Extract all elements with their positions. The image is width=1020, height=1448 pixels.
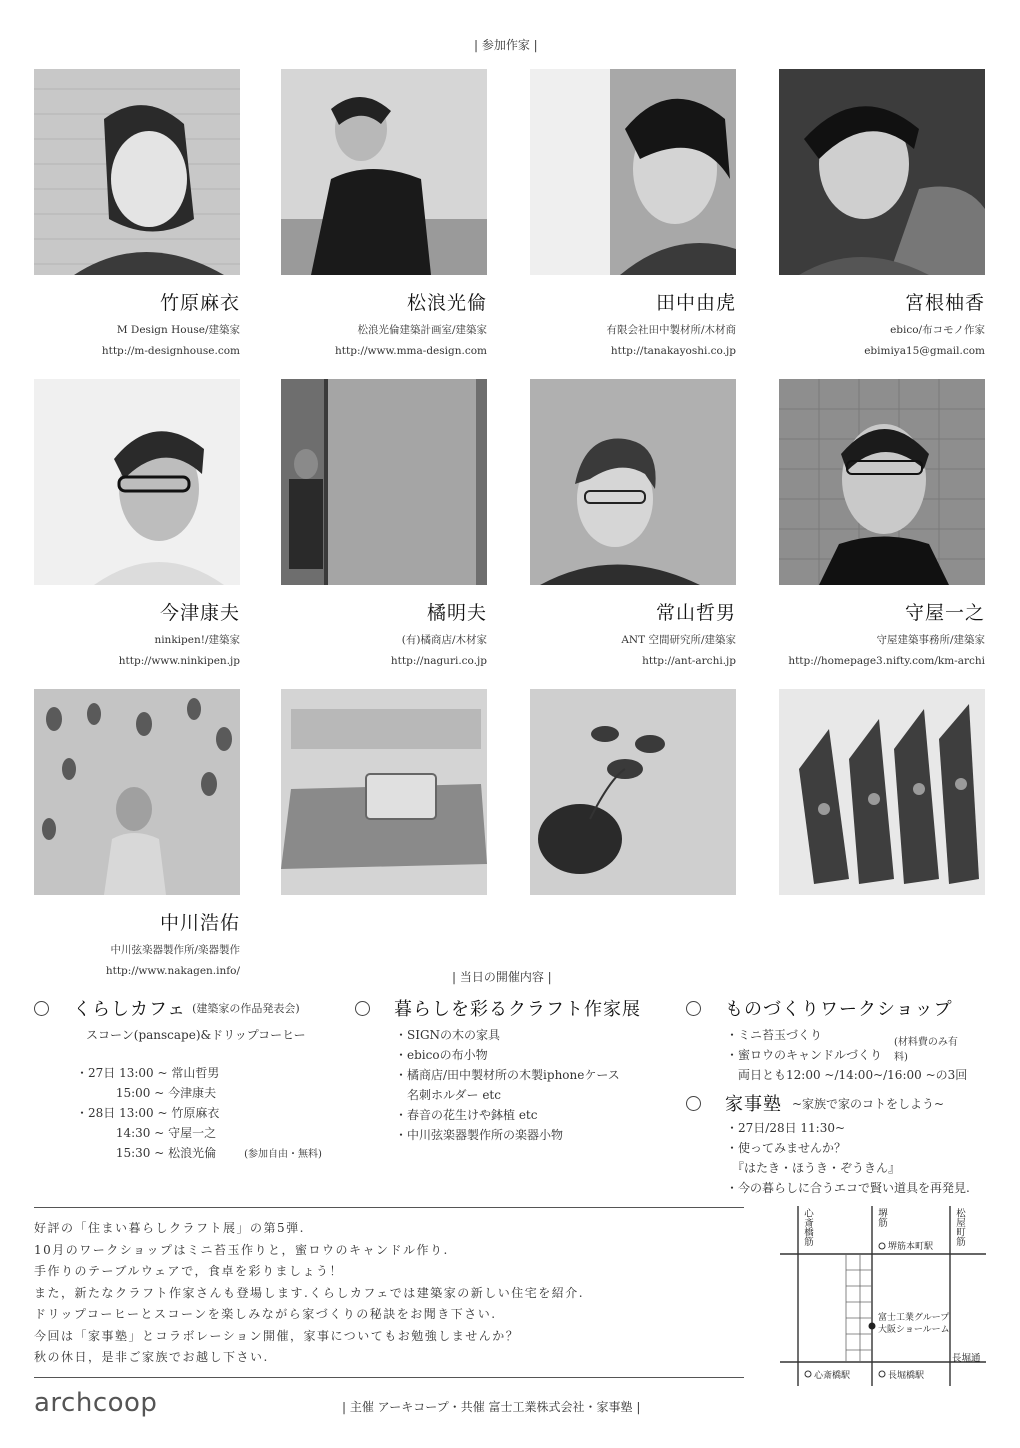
artist-card-imazu (34, 588, 240, 667)
map-station-label: 長堀橋駅 (888, 1371, 925, 1381)
artist-card-matsunami (281, 278, 487, 357)
artist-url[interactable]: http://m-designhouse.com (101, 345, 240, 357)
artist-card-tsuneyama (530, 588, 736, 667)
description-line: 秋の休日，是非ご家族でお越し下さい. (34, 1350, 269, 1364)
artist-role: 守屋建築事務所/建築家 (876, 634, 985, 646)
artist-photo (34, 379, 240, 585)
artist-photo (530, 69, 736, 275)
artist-photo (779, 379, 985, 585)
artist-role: 中川弦楽器製作所/楽器製作 (110, 944, 240, 956)
archcoop-logo: archcoop (34, 1388, 158, 1418)
list-item: ・使ってみませんか？ (726, 1141, 847, 1155)
map-venue-label: 富士工業グループ (878, 1313, 950, 1323)
event-kurashi-cafe (34, 995, 322, 1165)
map-street-label: 心斎橋筋 (802, 1208, 813, 1246)
list-item: ・春音の花生けや鉢植 etc (395, 1108, 538, 1122)
event-title: ものづくりワークショップ (725, 999, 953, 1020)
artist-role: 松浪光倫建築計画室/建築家 (357, 324, 487, 336)
event-subtitle: (建築家の作品発表会) (192, 1002, 300, 1015)
organizers: | 主催 アーキコープ・共催 富士工業株式会社・家事塾 | (342, 1400, 641, 1414)
artist-url[interactable]: http://naguri.co.jp (390, 655, 487, 667)
artist-card-miyane (779, 278, 985, 357)
event-note: (材料費のみ有料) (894, 1037, 958, 1063)
event-workshop (686, 995, 967, 1085)
artist-url[interactable]: http://www.nakagen.info/ (105, 965, 240, 977)
event-title: くらしカフェ (73, 999, 187, 1020)
artist-photo (34, 689, 240, 895)
artist-url[interactable]: http://homepage3.nifty.com/km-archi (788, 655, 985, 667)
description-line: 好評の「住まい暮らしクラフト展」の第5弾. (34, 1221, 305, 1235)
artist-url[interactable]: http://tanakayoshi.co.jp (610, 345, 736, 357)
artists-heading: | 参加作家 | (474, 38, 538, 52)
circle-bullet-icon (686, 1001, 701, 1016)
artist-photo (281, 379, 487, 585)
artist-name: 田中由虎 (655, 292, 736, 314)
circle-bullet-icon (686, 1096, 701, 1111)
event-subtitle: ~家族で家のコトをしよう~ (792, 1096, 945, 1111)
artist-name: 宮根柚香 (904, 292, 985, 314)
artist-name: 橘明夫 (426, 602, 487, 624)
description-line: 今回は「家事塾」とコラボレーション開催，家事についてもお勉強しませんか？ (34, 1328, 520, 1343)
artist-card-moriya (779, 588, 985, 667)
artist-role: ebico/布コモノ作家 (890, 324, 985, 336)
map-venue-label: 大阪ショールーム (878, 1325, 950, 1335)
artist-name: 竹原麻衣 (159, 292, 240, 314)
artist-url[interactable]: http://www.ninkipen.jp (118, 655, 240, 667)
schedule-line: ・28日 13:00 ~ 竹原麻衣 (76, 1106, 220, 1120)
artist-url[interactable]: http://ant-archi.jp (642, 655, 736, 667)
schedule-line: 15:30 ~ 松浪光倫 (76, 1146, 217, 1160)
description-line: ドリップコーヒーとスコーンを楽しみながら家づくりの秘訣をお聞き下さい. (34, 1307, 497, 1321)
craft-photo (779, 689, 985, 895)
craft-photo (281, 689, 487, 895)
schedule-line: ・27日 13:00 ~ 常山哲男 (76, 1066, 220, 1080)
artist-name: 中川浩佑 (159, 912, 240, 934)
list-item: ・ミニ苔玉づくり (726, 1028, 823, 1042)
list-item: ・今の暮らしに合うエコで賢い道具を再発見. (726, 1181, 970, 1195)
list-item: ・中川弦楽器製作所の楽器小物 (395, 1128, 564, 1142)
schedule-line: 15:00 ~ 今津康夫 (76, 1086, 217, 1100)
artist-name: 今津康夫 (159, 602, 240, 624)
map-station-label: 堺筋本町駅 (888, 1242, 934, 1252)
artist-url[interactable]: http://www.mma-design.com (335, 345, 487, 357)
artist-role: ninkipen!/建築家 (154, 634, 240, 646)
artist-card-nakagawa (34, 898, 240, 977)
map-street-label: 長堀通 (952, 1353, 981, 1364)
artist-url[interactable]: ebimiya15@gmail.com (864, 345, 985, 357)
artist-role: M Design House/建築家 (116, 324, 240, 336)
artist-role: (有)橘商店/木材家 (401, 634, 487, 646)
circle-bullet-icon (34, 1001, 49, 1016)
schedule-line: 14:30 ~ 守屋一之 (76, 1126, 217, 1140)
list-item: ・蜜ロウのキャンドルづくり (726, 1048, 883, 1062)
artist-role: ANT 空間研究所/建築家 (621, 634, 736, 646)
description (34, 1218, 584, 1369)
artist-photo (530, 379, 736, 585)
artist-photo (34, 69, 240, 275)
events-heading: | 当日の開催内容 | (452, 970, 552, 984)
artist-role: 有限会社田中製材所/木材商 (606, 324, 736, 336)
divider (34, 1207, 744, 1208)
artist-name: 松浪光倫 (406, 292, 487, 314)
divider (34, 1377, 744, 1378)
artist-photo (779, 69, 985, 275)
artist-name: 守屋一之 (904, 602, 985, 624)
access-map (780, 1206, 990, 1386)
event-menu: スコーン(panscape)&ドリップコーヒー (86, 1028, 306, 1042)
list-item: ・SIGNの木の家具 (395, 1028, 501, 1042)
event-craft-exhibition (355, 995, 641, 1145)
event-title: 暮らしを彩るクラフト作家展 (394, 999, 641, 1020)
list-item: 『はたき・ほうき・ぞうきん』 (726, 1161, 901, 1175)
list-item: ・橘商店/田中製材所の木製iphoneケース (395, 1068, 620, 1082)
artist-photo (281, 69, 487, 275)
circle-bullet-icon (355, 1001, 370, 1016)
map-station-label: 心斎橋駅 (814, 1371, 851, 1381)
description-line: 10月のワークショップはミニ苔玉作りと，蜜ロウのキャンドル作り. (34, 1242, 449, 1257)
artist-card-tachibana (281, 588, 487, 667)
craft-photo (530, 689, 736, 895)
map-street-label: 堺筋 (876, 1208, 887, 1227)
map-street-label: 松屋町筋 (954, 1208, 965, 1246)
artist-card-takehara (34, 278, 240, 357)
list-item: 名刺ホルダー etc (395, 1088, 501, 1102)
list-item: ・ebicoの布小物 (395, 1048, 488, 1062)
list-item: ・27日/28日 11:30~ (726, 1121, 846, 1135)
event-note: (参加自由・無料) (244, 1149, 322, 1160)
list-item: 両日とも12:00 ~/14:00~/16:00 ~の3回 (726, 1068, 968, 1082)
artist-name: 常山哲男 (655, 602, 736, 624)
description-line: また，新たなクラフト作家さんも登場します.くらしカフェでは建築家の新しい住宅を紹介. (34, 1285, 585, 1300)
event-kajijuku (686, 1090, 970, 1198)
description-line: 手作りのテーブルウェアで，食卓を彩りましょう！ (34, 1264, 344, 1278)
event-title: 家事塾 (725, 1094, 782, 1115)
artist-card-tanaka (530, 278, 736, 357)
